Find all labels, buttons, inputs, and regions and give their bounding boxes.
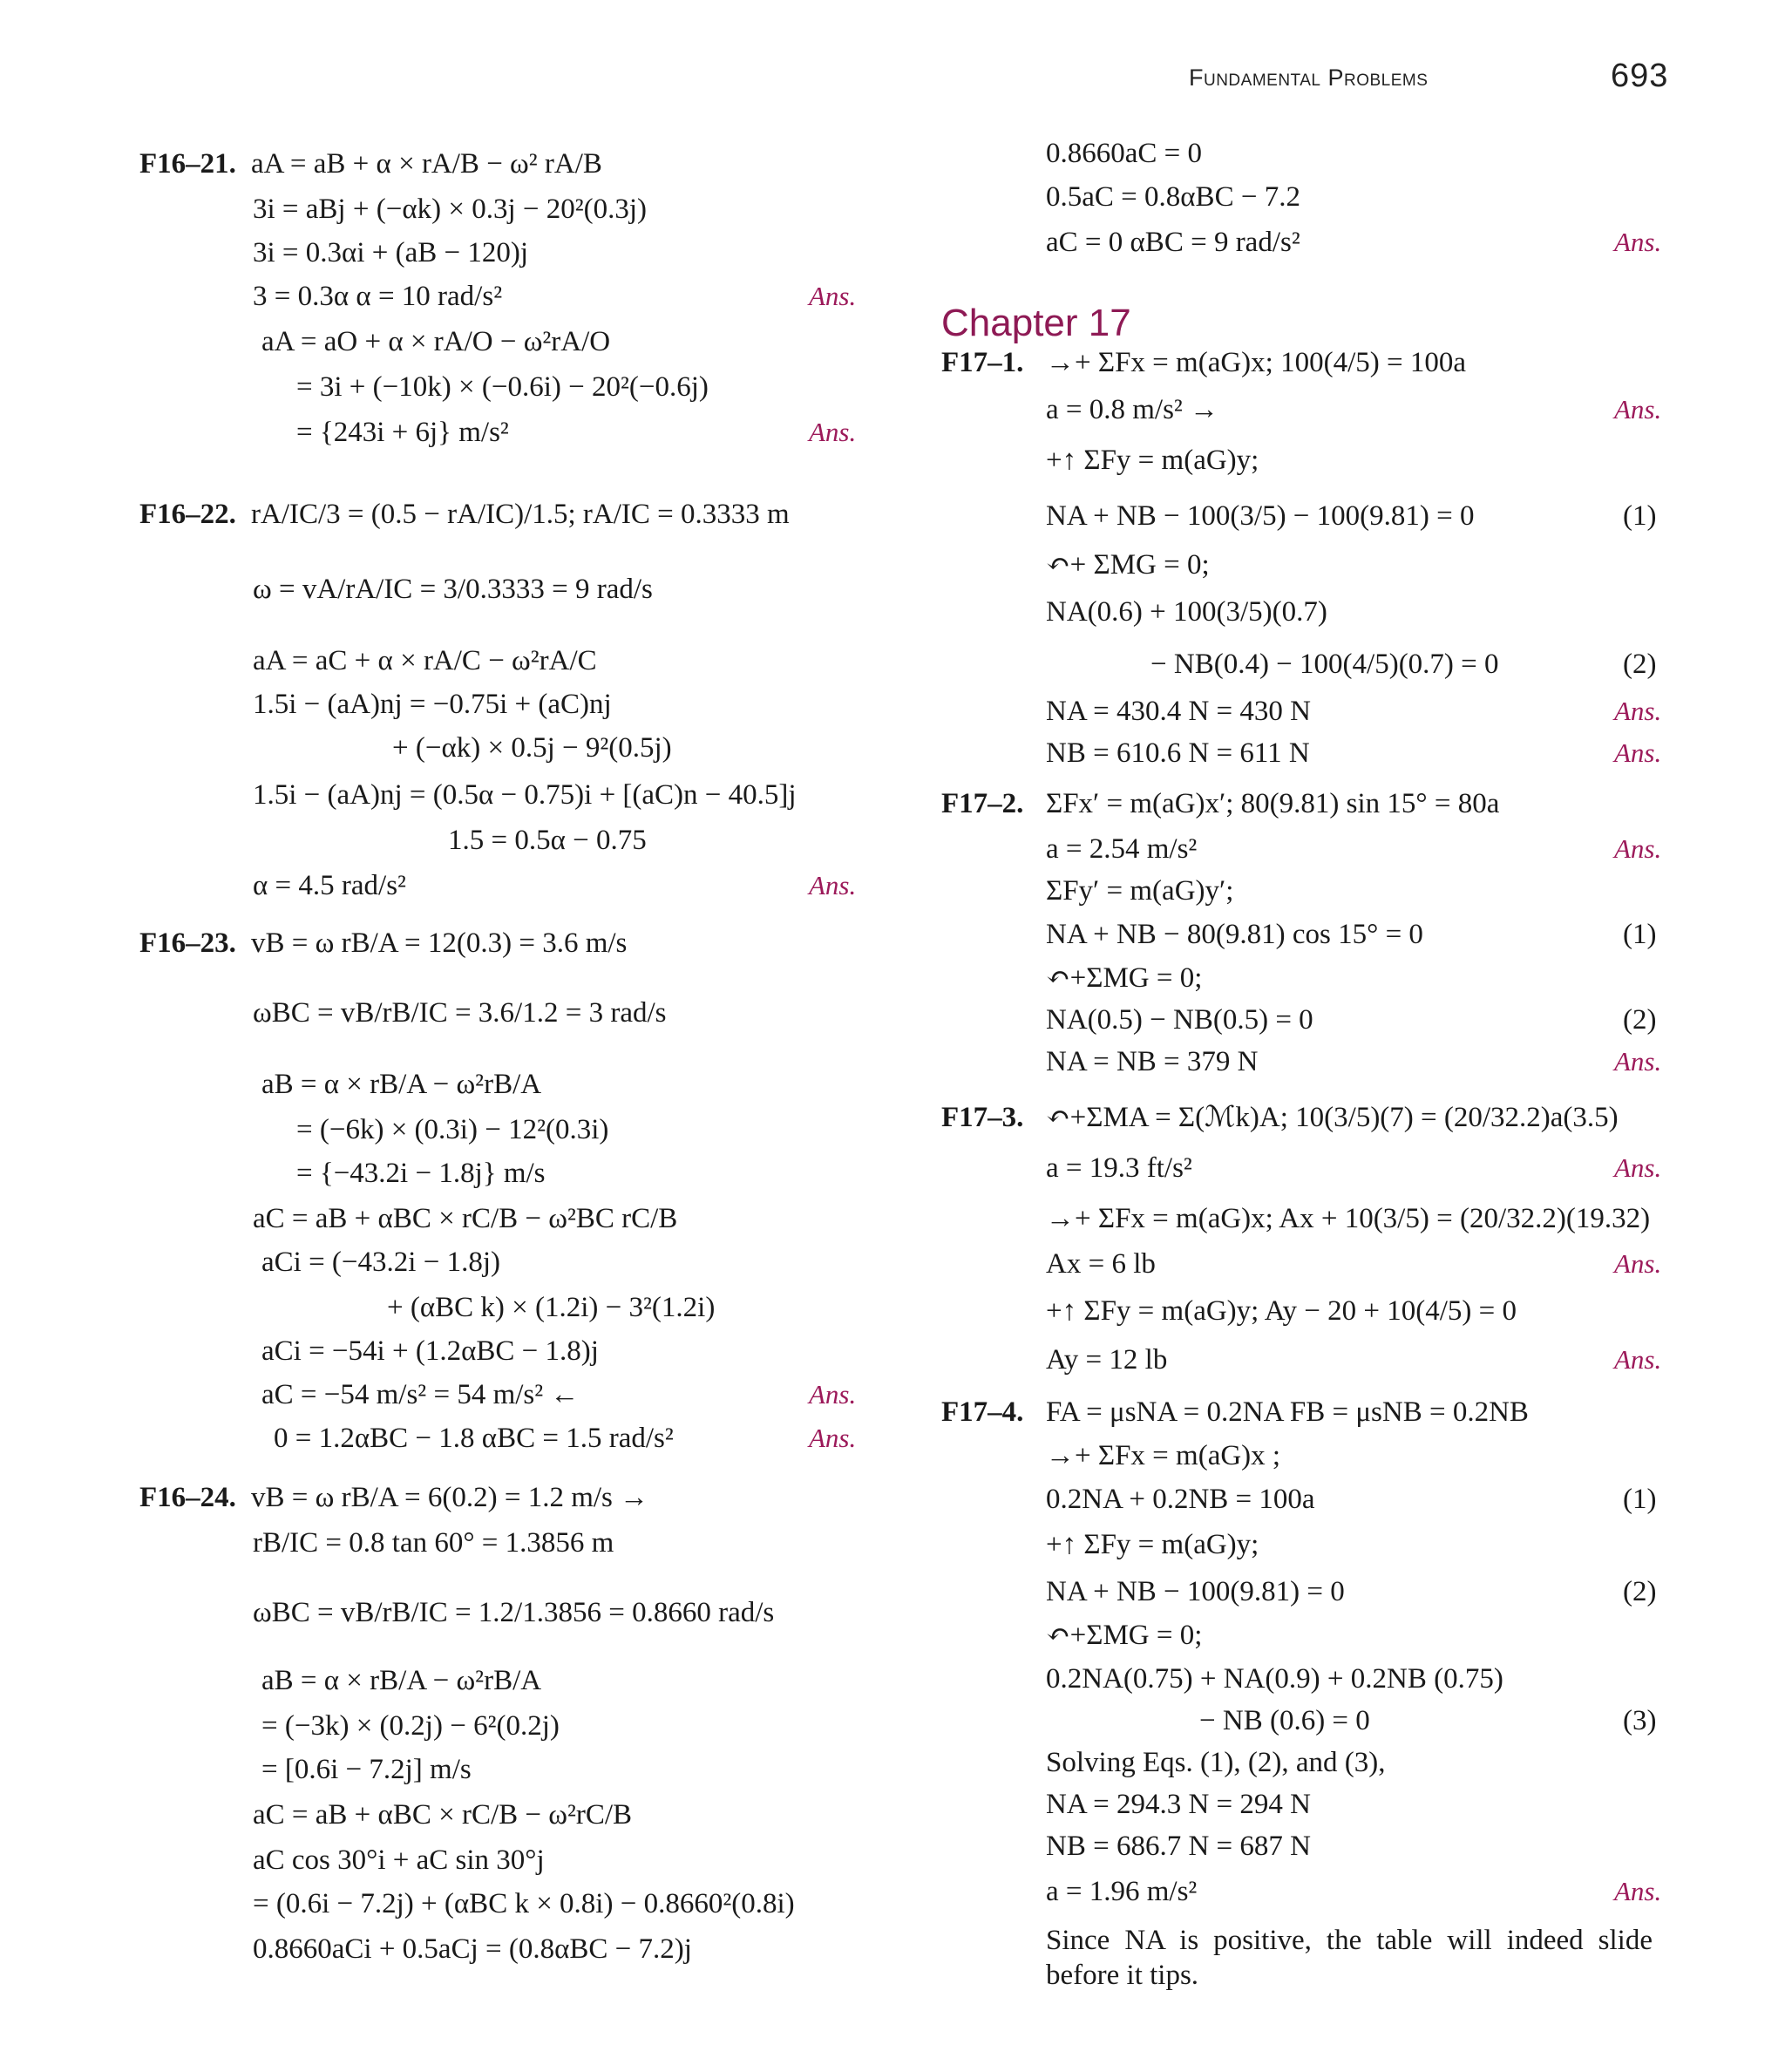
equation-line: = [0.6i − 7.2j] m/s [261, 1754, 472, 1785]
equation-line: ωBC = vB/rB/IC = 1.2/1.3856 = 0.8660 rad/s [253, 1597, 775, 1628]
answer-marker: Ans. [1614, 1248, 1662, 1279]
equation-line: 0.5aC = 0.8αBC − 7.2 [1046, 181, 1300, 213]
problem-label: F17–3. [941, 1102, 1024, 1133]
equation-line: NA = 430.4 N = 430 N [1046, 696, 1311, 727]
equation-line: NB = 686.7 N = 687 N [1046, 1831, 1311, 1862]
equation-line: +↑ ΣFy = m(aG)y; Ay − 20 + 10(4/5) = 0 [1046, 1295, 1517, 1327]
equation-line: →+ ΣFx = m(aG)x ; [1046, 1440, 1281, 1471]
equation-number: (1) [1623, 1484, 1657, 1515]
equation-line: ↶+ΣMG = 0; [1046, 962, 1203, 994]
equation-line: aB = α × rB/A − ω²rB/A [261, 1665, 542, 1696]
equation-line: = {−43.2i − 1.8j} m/s [296, 1158, 546, 1189]
answer-marker: Ans. [1614, 696, 1662, 726]
equation-line: 0.8660aCi + 0.5aCj = (0.8αBC − 7.2)j [253, 1933, 692, 1965]
equation-line: + (αBC k) × (1.2i) − 3²(1.2i) [387, 1292, 716, 1323]
equation-line: ω = vA/rA/IC = 3/0.3333 = 9 rad/s [253, 574, 653, 605]
equation-line: aC = −54 m/s² = 54 m/s² ← [261, 1379, 580, 1410]
equation-number: (2) [1623, 1004, 1657, 1036]
problem-label: F16–21. [139, 148, 236, 180]
equation-line: NA = 294.3 N = 294 N [1046, 1789, 1311, 1820]
equation-line: NB = 610.6 N = 611 N [1046, 737, 1310, 769]
equation-line: = (−3k) × (0.2j) − 6²(0.2j) [261, 1710, 560, 1742]
page-number: 693 [1611, 58, 1669, 94]
equation-line: 3i = 0.3αi + (aB − 120)j [253, 237, 529, 268]
equation-line: aC = aB + αBC × rC/B − ω²rC/B [253, 1799, 633, 1831]
answer-marker: Ans. [809, 417, 857, 447]
equation-line: NA + NB − 100(9.81) = 0 [1046, 1576, 1345, 1607]
equation-line: +↑ ΣFy = m(aG)y; [1046, 445, 1259, 476]
equation-line: 1.5 = 0.5α − 0.75 [448, 825, 647, 856]
equation-line: ΣFy′ = m(aG)y′; [1046, 875, 1234, 907]
equation-line: Solving Eqs. (1), (2), and (3), [1046, 1747, 1386, 1778]
equation-line: 3i = aBj + (−αk) × 0.3j − 20²(0.3j) [253, 194, 648, 225]
equation-number: (2) [1623, 649, 1657, 680]
equation-number: (2) [1623, 1576, 1657, 1607]
equation-line: aC = 0 αBC = 9 rad/s² [1046, 227, 1300, 258]
equation-line: →+ ΣFx = m(aG)x; Ax + 10(3/5) = (20/32.2)(19.32) [1046, 1203, 1651, 1234]
answer-marker: Ans. [1614, 1344, 1662, 1375]
equation-line: aB = α × rB/A − ω²rB/A [261, 1069, 542, 1100]
equation-line: 0 = 1.2αBC − 1.8 αBC = 1.5 rad/s² [274, 1423, 674, 1454]
answer-marker: Ans. [1614, 737, 1662, 768]
answer-marker: Ans. [809, 281, 857, 311]
equation-line: FA = μsNA = 0.2NA FB = μsNB = 0.2NB [1046, 1396, 1529, 1428]
equation-line: − NB (0.6) = 0 [1199, 1705, 1370, 1736]
equation-line: vB = ω rB/A = 6(0.2) = 1.2 m/s → [251, 1482, 649, 1513]
answer-marker: Ans. [1614, 833, 1662, 864]
equation-line: aA = aO + α × rA/O − ω²rA/O [261, 326, 611, 357]
equation-line: = 3i + (−10k) × (−0.6i) − 20²(−0.6j) [296, 371, 709, 403]
answer-marker: Ans. [1614, 394, 1662, 425]
equation-line: ωBC = vB/rB/IC = 3.6/1.2 = 3 rad/s [253, 997, 667, 1029]
equation-line: rB/IC = 0.8 tan 60° = 1.3856 m [253, 1527, 614, 1559]
problem-label: F16–23. [139, 927, 236, 959]
equation-line: a = 1.96 m/s² [1046, 1876, 1198, 1907]
answer-marker: Ans. [1614, 1152, 1662, 1183]
chapter-heading: Chapter 17 [941, 302, 1131, 344]
equation-line: a = 0.8 m/s² → [1046, 394, 1219, 425]
equation-line: + (−αk) × 0.5j − 9²(0.5j) [392, 732, 672, 764]
equation-line: 0.8660aC = 0 [1046, 138, 1203, 169]
running-header-title: Fundamental Problems [1189, 65, 1429, 91]
equation-line: 1.5i − (aA)nj = −0.75i + (aC)nj [253, 689, 612, 720]
equation-number: (3) [1623, 1705, 1657, 1736]
answer-marker: Ans. [1614, 227, 1662, 257]
equation-line: ↶+ ΣMG = 0; [1046, 549, 1210, 581]
equation-line: aC cos 30°i + aC sin 30°j [253, 1844, 545, 1876]
equation-line: ↶+ΣMA = Σ(ℳk)A; 10(3/5)(7) = (20/32.2)a(3.5) [1046, 1102, 1619, 1133]
equation-line: NA(0.6) + 100(3/5)(0.7) [1046, 596, 1327, 628]
answer-marker: Ans. [1614, 1046, 1662, 1077]
equation-line: 3 = 0.3α α = 10 rad/s² [253, 281, 503, 312]
equation-line: rA/IC/3 = (0.5 − rA/IC)/1.5; rA/IC = 0.3333 m [251, 499, 790, 530]
answer-marker: Ans. [809, 1379, 857, 1410]
answer-marker: Ans. [809, 1423, 857, 1453]
equation-line: vB = ω rB/A = 12(0.3) = 3.6 m/s [251, 927, 628, 959]
equation-line: ↶+ΣMG = 0; [1046, 1620, 1203, 1651]
problem-label: F17–1. [941, 347, 1024, 378]
equation-line: aCi = −54i + (1.2αBC − 1.8)j [261, 1335, 599, 1367]
equation-line: = (−6k) × (0.3i) − 12²(0.3i) [296, 1114, 609, 1145]
equation-line: NA + NB − 80(9.81) cos 15° = 0 [1046, 919, 1423, 950]
equation-line: NA + NB − 100(3/5) − 100(9.81) = 0 [1046, 500, 1475, 532]
equation-line: = (0.6i − 7.2j) + (αBC k × 0.8i) − 0.8660²(0.8i) [253, 1888, 795, 1919]
equation-line: ΣFx′ = m(aG)x′; 80(9.81) sin 15° = 80a [1046, 788, 1500, 819]
equation-line: aA = aB + α × rA/B − ω² rA/B [251, 148, 602, 180]
equation-line: = {243i + 6j} m/s² [296, 417, 509, 448]
equation-line: 1.5i − (aA)nj = (0.5α − 0.75)i + [(aC)n − 40.5]j [253, 779, 797, 811]
equation-line: aA = aC + α × rA/C − ω²rA/C [253, 645, 597, 676]
equation-line: α = 4.5 rad/s² [253, 870, 406, 901]
equation-line: aC = aB + αBC × rC/B − ω²BC rC/B [253, 1203, 678, 1234]
equation-line: 0.2NA + 0.2NB = 100a [1046, 1484, 1315, 1515]
answer-marker: Ans. [1614, 1876, 1662, 1906]
equation-line: aCi = (−43.2i − 1.8j) [261, 1247, 500, 1278]
problem-label: F17–4. [941, 1396, 1024, 1428]
equation-line: NA(0.5) − NB(0.5) = 0 [1046, 1004, 1313, 1036]
closing-paragraph: Since NA is positive, the table will indeed slide before it tips. [1046, 1925, 1653, 1991]
equation-number: (1) [1623, 500, 1657, 532]
problem-label: F16–22. [139, 499, 236, 530]
equation-line: a = 19.3 ft/s² [1046, 1152, 1192, 1184]
equation-line: Ax = 6 lb [1046, 1248, 1156, 1280]
equation-line: →+ ΣFx = m(aG)x; 100(4/5) = 100a [1046, 347, 1466, 378]
equation-line: 0.2NA(0.75) + NA(0.9) + 0.2NB (0.75) [1046, 1663, 1503, 1695]
equation-line: Ay = 12 lb [1046, 1344, 1168, 1376]
equation-line: a = 2.54 m/s² [1046, 833, 1198, 865]
equation-line: NA = NB = 379 N [1046, 1046, 1259, 1077]
problem-label: F16–24. [139, 1482, 236, 1513]
problem-label: F17–2. [941, 788, 1024, 819]
equation-line: − NB(0.4) − 100(4/5)(0.7) = 0 [1150, 649, 1499, 680]
equation-number: (1) [1623, 919, 1657, 950]
equation-line: +↑ ΣFy = m(aG)y; [1046, 1529, 1259, 1560]
answer-marker: Ans. [809, 870, 857, 900]
